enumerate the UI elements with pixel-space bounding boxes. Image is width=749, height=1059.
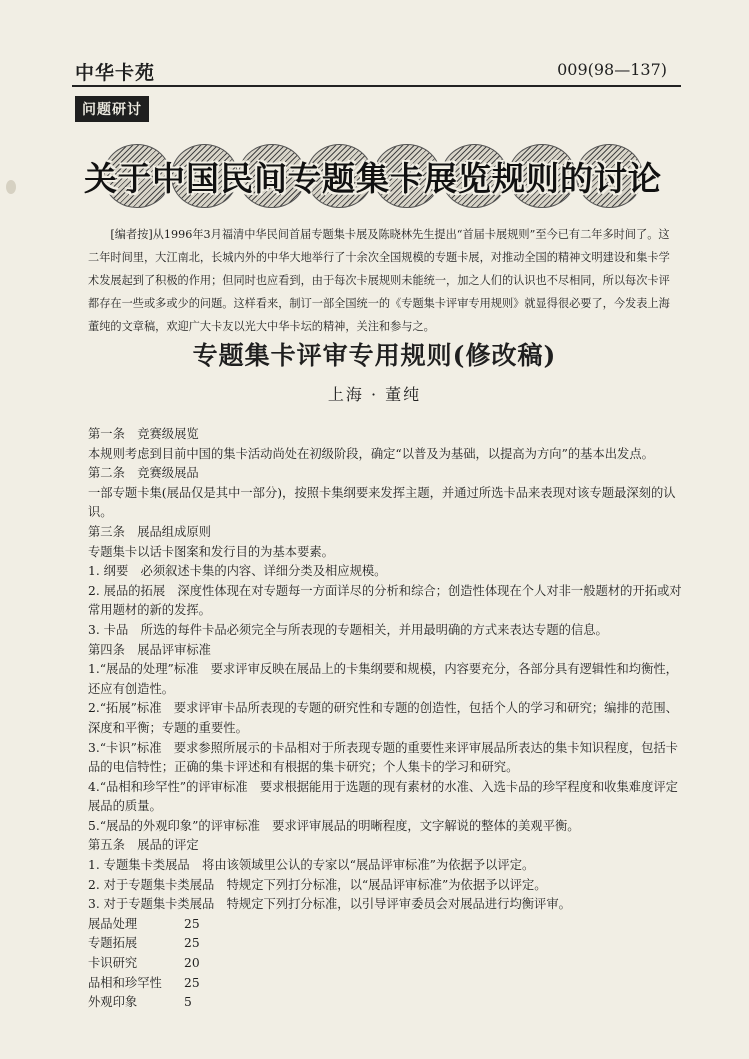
- article-heading: 第二条 竞赛级展品: [88, 466, 199, 481]
- issue-number: 009(98—137): [557, 60, 667, 79]
- article-heading: 第五条 展品的评定: [88, 838, 199, 853]
- article-paragraph: 2. 对于专题集卡类展品 特规定下列打分标准，以“展品评审标准”为依据予以评定。: [88, 877, 547, 892]
- article-paragraph: 5.“展品的外观印象”的评审标准 要求评审展品的明晰程度，文字解说的整体的美观平衡。: [88, 818, 580, 833]
- score-row: [88, 993, 683, 1013]
- article-heading: 第四条 展品评审标准: [88, 642, 211, 657]
- article-paragraph: 3. 卡品 所选的每件卡品必须完全与所表现的专题相关，并用最明确的方式来表达专题的信息。: [88, 622, 608, 637]
- article-heading: 第一条 竞赛级展览: [88, 427, 199, 441]
- article-paragraph: 一部专题卡集(展品仅是其中一部分)，按照卡集纲要来发挥主题，并通过所选卡品来表现对该专题最深刻的认识。: [88, 485, 676, 520]
- article-body: [88, 425, 683, 1013]
- article-paragraph: 3. 对于专题集卡类展品 特规定下列打分标准，以引导评审委员会对展品进行均衡评审。: [88, 897, 571, 912]
- section-tag: 问题研讨: [75, 96, 149, 122]
- score-points: 20: [184, 956, 200, 971]
- score-item: 展品处理: [88, 916, 138, 931]
- article-paragraph: 3.“卡识”标准 要求参照所展示的卡品相对于所表现专题的重要性来评审展品所表达的集卡知识程度，包括卡品的电信特性；正确的集卡评述和有根据的集卡研究；个人集卡的学习和研究。: [88, 740, 678, 775]
- magazine-name: 中华卡苑: [75, 62, 156, 84]
- article-paragraph: 1. 专题集卡类展品 将由该领域里公认的专家以“展品评审标准”为依据予以评定。: [88, 858, 535, 873]
- score-item: 卡识研究: [88, 956, 138, 971]
- score-points: 25: [184, 916, 200, 931]
- article-paragraph: 1.“展品的处理”标准 要求评审反映在展品上的卡集纲要和规模，内容要充分，各部分具有逻辑性和均衡性，还应有创造性。: [88, 662, 678, 696]
- banner: [84, 138, 662, 214]
- score-table: [88, 915, 683, 1013]
- header-rule: [72, 85, 681, 87]
- author: 上海 · 董纯: [327, 385, 422, 404]
- score-item: 品相和珍罕性: [88, 975, 162, 990]
- score-item: 外观印象: [88, 995, 138, 1010]
- article-paragraph: 2. 展品的拓展 深度性体现在对专题每一方面详尽的分析和综合；创造性体现在个人对非一般题材的开拓或对常用题材的新的发挥。: [88, 583, 682, 618]
- editor-note: [编者按]从1996年3月福清中华民间首届专题集卡展及陈晓林先生提出“首届卡展规则”至今已有二年多时间了。这二年时间里，大江南北，长城内外的中华大地举行了十余次全国规模的专题卡展，对推动全国的精神文明建设和集卡学术发展起到了积极的作用；但同时也应看到，由于每次卡展规则未能统一，加之人们的认识也不尽相同，所以每次卡评都存在一些或多或少的问题。这样看来，制订一部全国统一的《专题集卡评审专用规则》就显得很必要了，今发表上海董纯的文章稿，欢迎广大卡友以光大中华卡坛的精神，关注和参与之。: [88, 228, 670, 333]
- score-points: 25: [184, 975, 200, 990]
- article-paragraph: 4.“品相和珍罕性”的评审标准 要求根据能用于选题的现有素材的水准、入选卡品的珍罕程度和收集难度评定展品的质量。: [88, 779, 678, 814]
- article-paragraph: 专题集卡以话卡图案和发行目的为基本要素。: [88, 544, 334, 559]
- score-row: [88, 954, 683, 974]
- article-paragraph: 本规则考虑到目前中国的集卡活动尚处在初级阶段，确定“以普及为基础，以提高为方向”的基本出发点。: [88, 446, 654, 461]
- score-row: [88, 915, 683, 935]
- score-points: 5: [184, 995, 192, 1010]
- banner-title: 关于中国民间专题集卡展览规则的讨论: [84, 158, 662, 198]
- score-points: 25: [184, 936, 200, 951]
- article-heading: 第三条 展品组成原则: [88, 524, 211, 539]
- score-row: [88, 934, 683, 954]
- article-title: 专题集卡评审专用规则(修改稿): [192, 341, 557, 370]
- paper-crease: [6, 180, 16, 194]
- article-paragraph: 2.“拓展”标准 要求评审卡品所表现的专题的研究性和专题的创造性，包括个人的学习和研究；编排的范围、深度和平衡；专题的重要性。: [88, 701, 678, 735]
- article-paragraph: 1. 纲要 必须叙述卡集的内容、详细分类及相应规模。: [88, 564, 387, 579]
- score-row: [88, 974, 683, 994]
- score-item: 专题拓展: [88, 936, 138, 951]
